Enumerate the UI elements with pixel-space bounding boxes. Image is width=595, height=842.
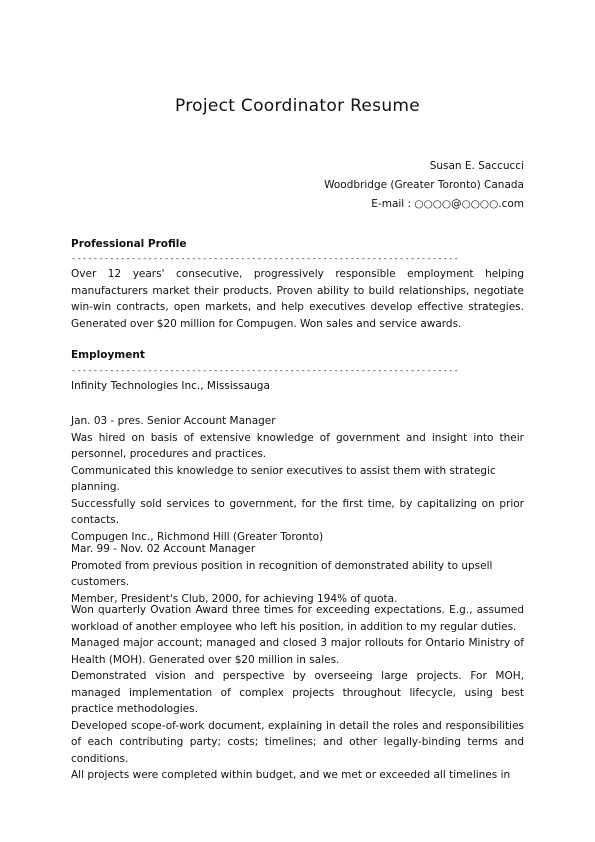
employment-block-2 — [71, 413, 524, 545]
employment-block-3 — [71, 541, 524, 607]
job-description: Was hired on basis of extensive knowledge of government and insight into their personnel, procedures and practices. — [71, 431, 524, 460]
job-description: Member, President's Club, 2000, for achieving 194% of quota. — [71, 592, 398, 605]
section-heading-employment: Employment — [71, 349, 145, 361]
job-role: Jan. 03 - pres. Senior Account Manager — [71, 415, 276, 427]
contact-email: E-mail : ○○○○@○○○○.com — [371, 198, 524, 210]
company-name: Compugen Inc., Richmond Hill (Greater Toronto) — [71, 530, 324, 543]
contact-location: Woodbridge (Greater Toronto) Canada — [324, 179, 524, 191]
section-divider: ----------------------------------------------------------------------- — [71, 366, 460, 376]
company-name: Infinity Technologies Inc., Mississauga — [71, 380, 270, 392]
job-role: Mar. 99 - Nov. 02 Account Manager — [71, 543, 256, 555]
section-divider: ----------------------------------------------------------------------- — [71, 254, 460, 264]
job-description: Communicated this knowledge to senior executives to assist them with strategic planning. — [71, 464, 496, 493]
job-description: Promoted from previous position in recognition of demonstrated ability to upsell customers. — [71, 559, 493, 588]
employment-block-1 — [71, 378, 524, 395]
job-description: Won quarterly Ovation Award three times for exceeding expectations. E.g., assumed workload of another employee who left his position, in addition to my regular duties. — [71, 604, 524, 633]
page-title: Project Coordinator Resume — [174, 96, 421, 116]
employment-block-4 — [71, 602, 524, 784]
section-heading-professional-profile: Professional Profile — [71, 238, 187, 250]
job-description: Developed scope-of-work document, explaining in detail the roles and responsibilities of each contributing party; costs; timelines; and other legally-binding terms and conditions. — [71, 719, 524, 765]
profile-text: Over 12 years' consecutive, progressively responsible employment helping manufacturers market their products. Proven ability to build relationships, negotiate win-win contracts, open markets, and help executives develop effective strategies. Generated over $20 million for Compugen. Won sales and service awards. — [71, 268, 524, 330]
job-description: All projects were completed within budget, and we met or exceeded all timelines in — [71, 769, 511, 781]
profile-block — [71, 266, 524, 332]
job-description: Managed major account; managed and closed 3 major rollouts for Ontario Ministry of Health (MOH). Generated over $20 million in sales. — [71, 637, 524, 666]
job-description: Successfully sold services to government, for the first time, by capitalizing on prior contacts. — [71, 497, 524, 526]
contact-name: Susan E. Saccucci — [429, 160, 524, 172]
job-description: Demonstrated vision and perspective by overseeing large projects. For MOH, managed implementation of complex projects throughout lifecycle, using best practice methodologies. — [71, 670, 524, 715]
contact-block — [324, 157, 524, 214]
